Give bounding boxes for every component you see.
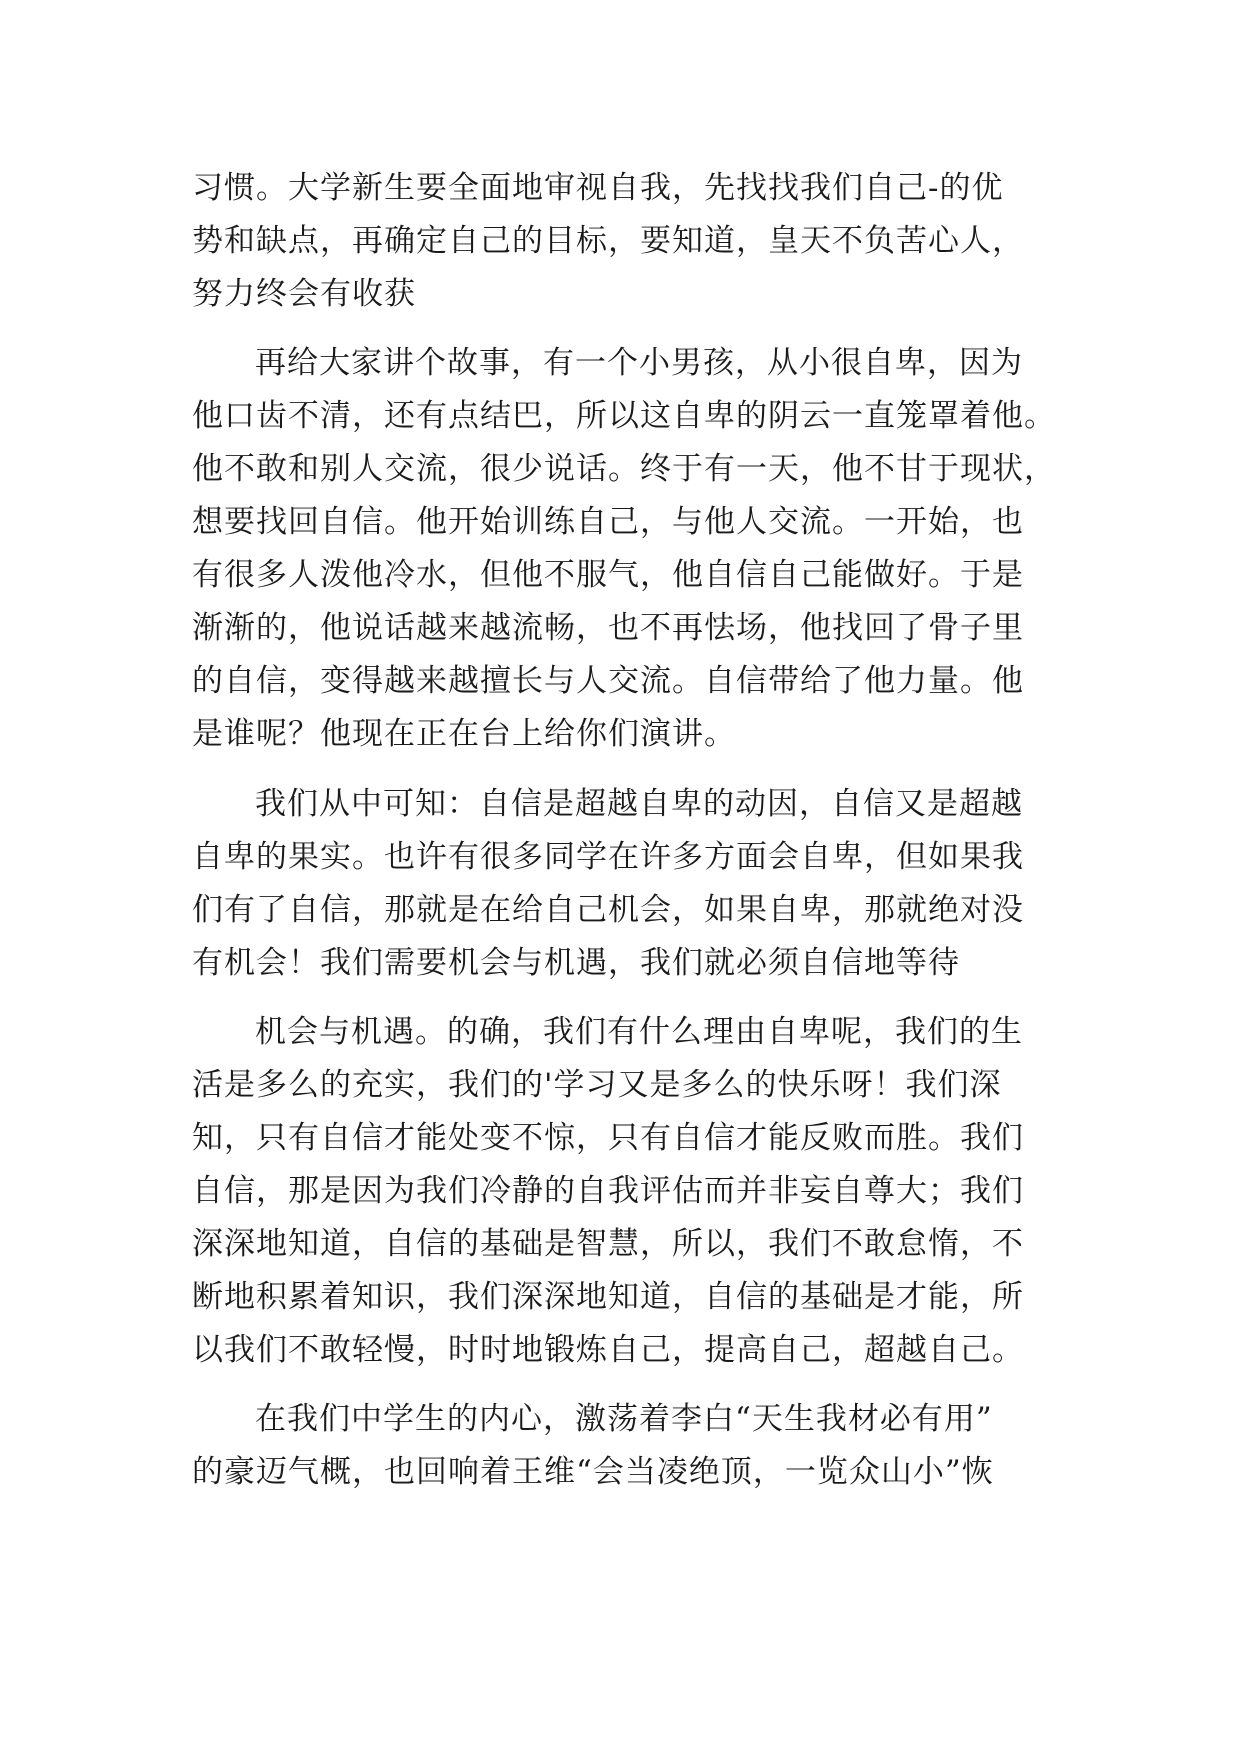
text-line: 以我们不敢轻慢，时时地锻炼自己，提高自己，超越自己。	[192, 1332, 1024, 1368]
text-line: 渐渐的，他说话越来越流畅，也不再怯场，他找回了骨子里	[192, 610, 1024, 646]
text-line: 活是多么的充实，我们的'学习又是多么的快乐呀！我们深	[192, 1067, 1002, 1103]
text-line: 我们从中可知：自信是超越自卑的动因，自信又是超越	[255, 786, 1023, 822]
text-line: 有很多人泼他冷水，但他不服气，他自信自己能做好。于是	[192, 557, 1024, 593]
text-line: 知，只有自信才能处变不惊，只有自信才能反败而胜。我们	[192, 1120, 1024, 1156]
text-line: 自卑的果实。也许有很多同学在许多方面会自卑，但如果我	[192, 839, 1024, 875]
text-line: 势和缺点，再确定自己的目标，要知道，皇天不负苦心人，	[192, 223, 1024, 259]
text-line: 是谁呢？他现在正在台上给你们演讲。	[192, 716, 736, 752]
text-line: 们有了自信，那就是在给自己机会，如果自卑，那就绝对没	[192, 892, 1024, 928]
text-line: 的豪迈气概，也回响着王维“会当凌绝顶，一览众山小”恢	[192, 1454, 994, 1490]
text-line: 想要找回自信。他开始训练自己，与他人交流。一开始，也	[192, 504, 1024, 540]
text-line: 断地积累着知识，我们深深地知道，自信的基础是才能，所	[192, 1279, 1024, 1315]
text-line: 努力终会有收获	[192, 276, 416, 312]
text-line: 再给大家讲个故事，有一个小男孩，从小很自卑，因为	[255, 345, 1023, 381]
text-line: 在我们中学生的内心，激荡着李白“天生我材必有用”	[255, 1401, 993, 1437]
text-line: 的自信，变得越来越擅长与人交流。自信带给了他力量。他	[192, 663, 1024, 699]
text-line: 习惯。大学新生要全面地审视自我，先找找我们自己-的优	[192, 170, 1004, 206]
text-line: 他不敢和别人交流，很少说话。终于有一天，他不甘于现状，	[192, 451, 1056, 487]
text-line: 深深地知道，自信的基础是智慧，所以，我们不敢怠惰，不	[192, 1226, 1024, 1262]
text-line: 机会与机遇。的确，我们有什么理由自卑呢，我们的生	[255, 1014, 1023, 1050]
text-line: 自信，那是因为我们冷静的自我评估而并非妄自尊大；我们	[192, 1173, 1024, 1209]
text-line: 有机会！我们需要机会与机遇，我们就必须自信地等待	[192, 945, 960, 981]
text-line: 他口齿不清，还有点结巴，所以这自卑的阴云一直笼罩着他。	[192, 398, 1056, 434]
